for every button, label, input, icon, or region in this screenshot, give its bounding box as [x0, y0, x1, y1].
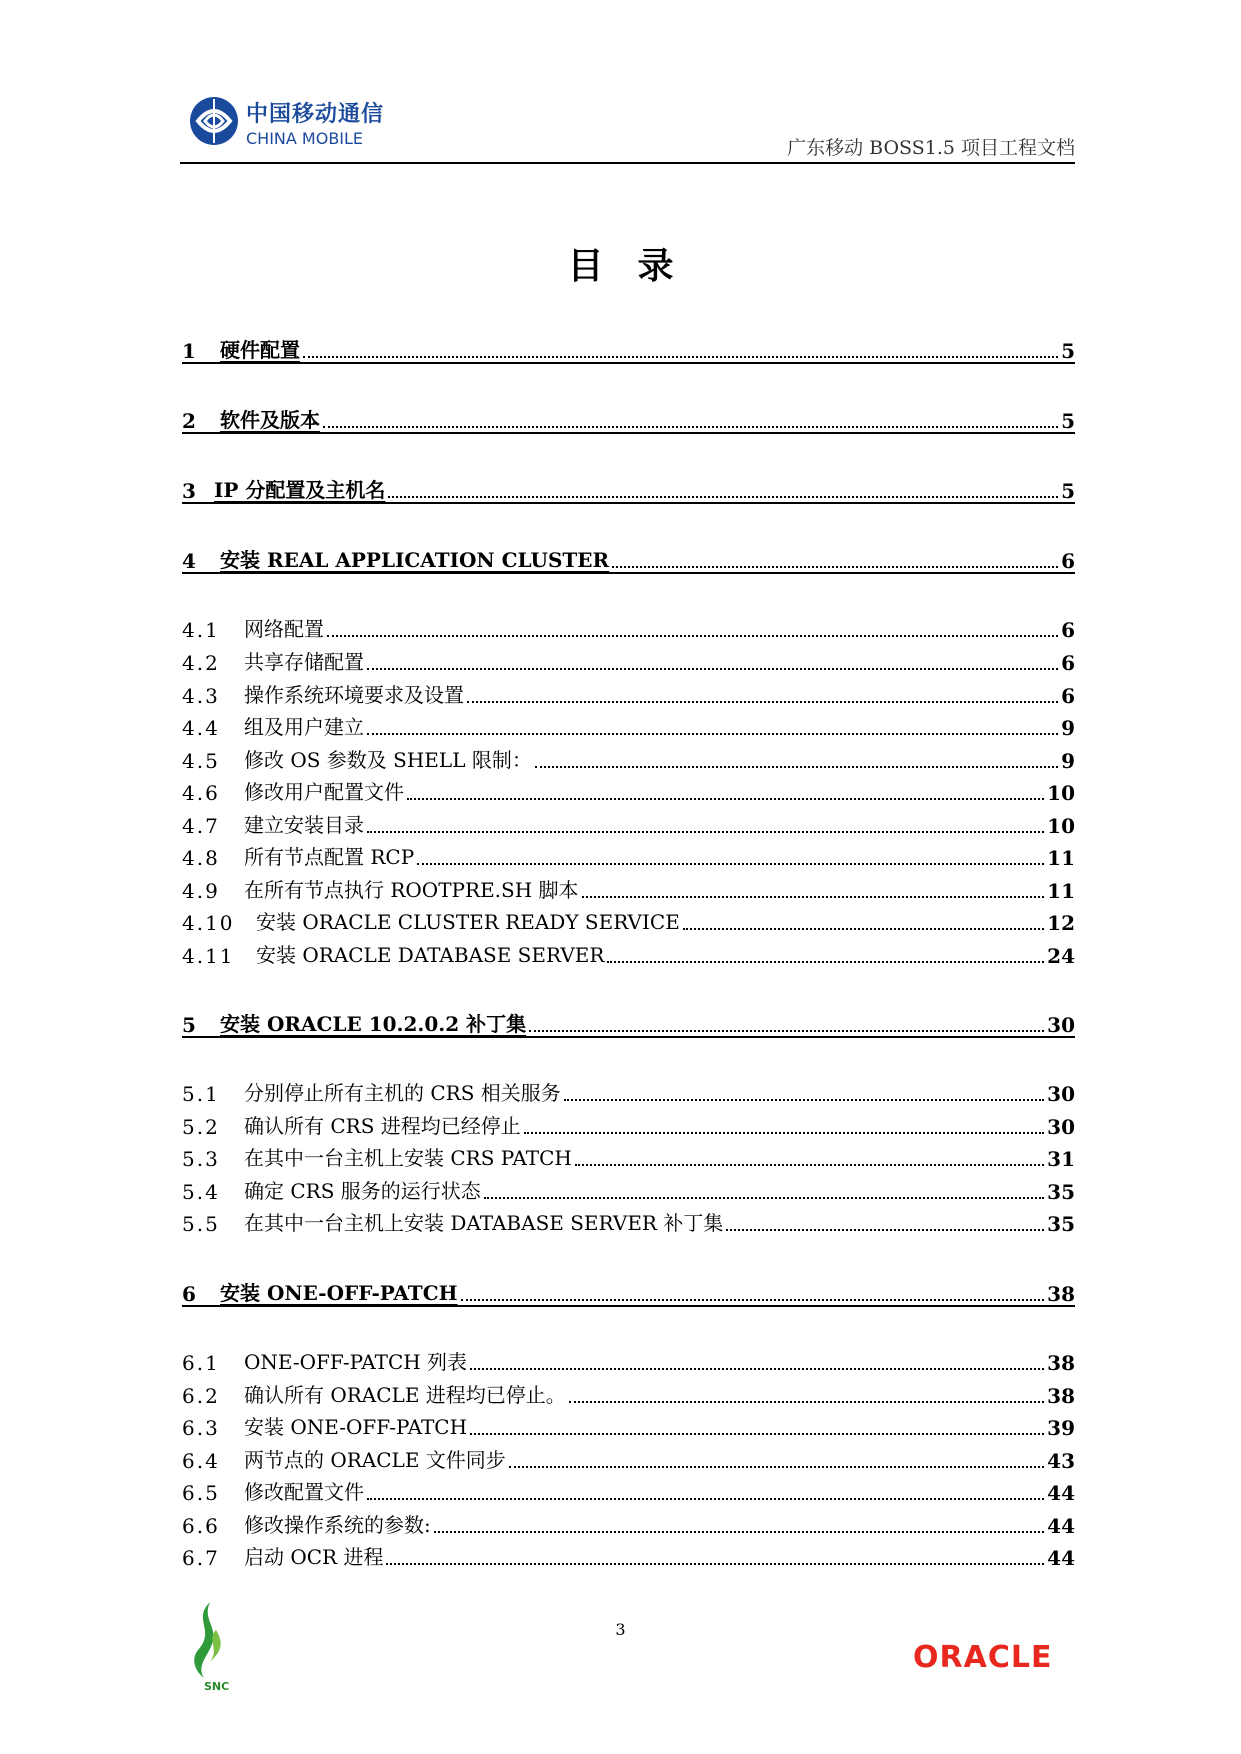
toc-entry-6-2[interactable]	[182, 1379, 1075, 1408]
leader-dots	[607, 961, 1044, 963]
toc-entry-number: 4	[182, 549, 196, 573]
toc-entry-page: 5	[1061, 409, 1075, 433]
toc-entry-page: 9	[1061, 749, 1075, 773]
toc-entry-4-1[interactable]	[182, 613, 1075, 642]
toc-entry-page: 12	[1047, 911, 1075, 935]
toc-entry-5-2[interactable]	[182, 1110, 1075, 1139]
toc-entry-page: 11	[1047, 879, 1075, 903]
toc-underline	[182, 1036, 1075, 1038]
toc-entry-number: 5.2	[182, 1115, 220, 1139]
toc-entry-page: 44	[1047, 1481, 1075, 1505]
leader-dots	[303, 356, 1058, 358]
toc-entry-number: 4.2	[182, 651, 220, 675]
logo-english-text: CHINA MOBILE	[246, 129, 364, 148]
toc-entry-number: 2	[182, 409, 196, 433]
toc-entry-label: 安装 ORACLE 10.2.0.2 补丁集	[220, 1012, 527, 1036]
leader-dots	[327, 635, 1058, 637]
toc-entry-number: 4.9	[182, 879, 220, 903]
leader-dots	[535, 766, 1058, 768]
toc-entry-label: 操作系统环境要求及设置	[244, 683, 464, 707]
toc-entry-number: 6	[182, 1282, 196, 1306]
toc-entry-4-5[interactable]	[182, 744, 1075, 773]
toc-entry-number: 4.11	[182, 944, 235, 968]
toc-entry-page: 10	[1047, 814, 1075, 838]
toc-entry-page: 44	[1047, 1546, 1075, 1570]
toc-entry-number: 4.3	[182, 684, 220, 708]
toc-entry-page: 38	[1047, 1351, 1075, 1375]
toc-entry-2[interactable]	[182, 404, 1075, 433]
toc-underline	[182, 1305, 1075, 1307]
leader-dots	[564, 1099, 1044, 1101]
leader-dots	[569, 1401, 1044, 1403]
toc-entry-page: 35	[1047, 1180, 1075, 1204]
leader-dots	[323, 426, 1058, 428]
toc-entry-label: IP 分配置及主机名	[214, 478, 386, 502]
toc-entry-4-4[interactable]	[182, 711, 1075, 740]
toc-entry-label: 建立安装目录	[244, 813, 364, 837]
toc-entry-page: 30	[1047, 1013, 1075, 1037]
toc-entry-page: 31	[1047, 1147, 1075, 1171]
leader-dots	[470, 1368, 1044, 1370]
toc-entry-page: 6	[1061, 684, 1075, 708]
toc-entry-number: 6.5	[182, 1481, 220, 1505]
toc-entry-6-4[interactable]	[182, 1444, 1075, 1473]
toc-entry-number: 6.4	[182, 1449, 220, 1473]
toc-entry-number: 5.1	[182, 1082, 220, 1106]
leader-dots	[407, 798, 1044, 800]
leader-dots	[529, 1030, 1044, 1032]
toc-entry-label: 修改用户配置文件	[244, 780, 404, 804]
toc-entry-label: 安装 ORACLE DATABASE SERVER	[256, 943, 605, 967]
leader-dots	[612, 566, 1058, 568]
leader-dots	[386, 1563, 1044, 1565]
toc-entry-number: 1	[182, 339, 196, 363]
toc-entry-number: 4.1	[182, 618, 220, 642]
toc-entry-3[interactable]	[182, 474, 1075, 503]
toc-entry-4-9[interactable]	[182, 874, 1075, 903]
toc-entry-page: 43	[1047, 1449, 1075, 1473]
toc-entry-page: 5	[1061, 339, 1075, 363]
toc-entry-page: 10	[1047, 781, 1075, 805]
toc-entry-label: 共享存储配置	[244, 650, 364, 674]
leader-dots	[470, 1433, 1044, 1435]
toc-entry-label: 软件及版本	[220, 408, 320, 432]
leader-dots	[367, 1498, 1044, 1500]
toc-entry-label: 修改 OS 参数及 SHELL 限制：	[244, 748, 532, 772]
toc-entry-number: 5.4	[182, 1180, 220, 1204]
leader-dots	[683, 928, 1044, 930]
toc-entry-page: 38	[1047, 1282, 1075, 1306]
toc-entry-6-6[interactable]	[182, 1509, 1075, 1538]
toc-entry-page: 39	[1047, 1416, 1075, 1440]
toc-entry-number: 4.7	[182, 814, 220, 838]
toc-entry-4-11[interactable]	[182, 939, 1075, 968]
toc-entry-6-5[interactable]	[182, 1476, 1075, 1505]
toc-entry-1[interactable]	[182, 334, 1075, 363]
toc-entry-6-1[interactable]	[182, 1346, 1075, 1375]
toc-entry-label: 安装 ORACLE CLUSTER READY SERVICE	[256, 910, 680, 934]
toc-entry-5[interactable]	[182, 1008, 1075, 1037]
toc-entry-6-7[interactable]	[182, 1541, 1075, 1570]
toc-entry-number: 4.4	[182, 716, 220, 740]
toc-entry-number: 5	[182, 1013, 196, 1037]
header-rule	[180, 162, 1075, 164]
leader-dots	[467, 701, 1058, 703]
document-title: 广东移动 BOSS1.5 项目工程文档	[787, 137, 1075, 159]
leader-dots	[509, 1466, 1044, 1468]
toc-entry-label: ONE-OFF-PATCH 列表	[244, 1350, 468, 1374]
toc-entry-number: 6.7	[182, 1546, 220, 1570]
leader-dots	[367, 668, 1058, 670]
toc-entry-number: 4.5	[182, 749, 220, 773]
toc-entry-number: 3	[182, 479, 196, 503]
toc-entry-label: 修改操作系统的参数:	[244, 1513, 431, 1537]
toc-entry-number: 6.2	[182, 1384, 220, 1408]
toc-entry-page: 6	[1061, 549, 1075, 573]
toc-entry-page: 30	[1047, 1082, 1075, 1106]
toc-entry-number: 6.3	[182, 1416, 220, 1440]
leader-dots	[484, 1197, 1044, 1199]
toc-entry-label: 确认所有 CRS 进程均已经停止	[244, 1114, 521, 1138]
toc-entry-label: 硬件配置	[220, 338, 300, 362]
toc-entry-label: 确定 CRS 服务的运行状态	[244, 1179, 481, 1203]
toc-entry-label: 在所有节点执行 ROOTPRE.SH 脚本	[244, 878, 579, 902]
leader-dots	[417, 863, 1044, 865]
oracle-logo: ORACLE	[913, 1640, 1053, 1675]
toc-entry-5-4[interactable]	[182, 1175, 1075, 1204]
toc-entry-number: 5.5	[182, 1212, 220, 1236]
toc-entry-label: 分别停止所有主机的 CRS 相关服务	[244, 1081, 561, 1105]
snc-logo	[182, 1600, 242, 1700]
leader-dots	[367, 831, 1044, 833]
leader-dots	[582, 896, 1045, 898]
toc-entry-6-3[interactable]	[182, 1411, 1075, 1440]
toc-entry-5-1[interactable]	[182, 1077, 1075, 1106]
toc-entry-label: 所有节点配置 RCP	[244, 845, 415, 869]
snc-logo-text: SNC	[204, 1680, 230, 1693]
toc-entry-number: 4.6	[182, 781, 220, 805]
toc-entry-label: 在其中一台主机上安装 DATABASE SERVER 补丁集	[244, 1211, 724, 1235]
toc-entry-label: 安装 REAL APPLICATION CLUSTER	[220, 548, 610, 572]
snc-leaf-icon	[182, 1600, 232, 1680]
toc-entry-page: 11	[1047, 846, 1075, 870]
leader-dots	[367, 733, 1058, 735]
toc-entry-label: 启动 OCR 进程	[244, 1545, 384, 1569]
toc-underline	[182, 572, 1075, 574]
toc-entry-4-3[interactable]	[182, 679, 1075, 708]
toc-underline	[182, 432, 1075, 434]
toc-entry-label: 两节点的 ORACLE 文件同步	[244, 1448, 506, 1472]
toc-entry-label: 在其中一台主机上安装 CRS PATCH	[244, 1146, 572, 1170]
toc-entry-page: 5	[1061, 479, 1075, 503]
toc-entry-label: 修改配置文件	[244, 1480, 364, 1504]
toc-entry-4[interactable]	[182, 544, 1075, 573]
leader-dots	[434, 1531, 1044, 1533]
toc-entry-page: 44	[1047, 1514, 1075, 1538]
leader-dots	[388, 496, 1058, 498]
leader-dots	[575, 1164, 1044, 1166]
toc-heading: 目录	[567, 245, 708, 287]
toc-entry-5-3[interactable]	[182, 1142, 1075, 1171]
toc-entry-label: 组及用户建立	[244, 715, 364, 739]
logo-chinese-text: 中国移动通信	[246, 102, 385, 127]
toc-entry-page: 30	[1047, 1115, 1075, 1139]
toc-entry-page: 9	[1061, 716, 1075, 740]
toc-entry-4-7[interactable]	[182, 809, 1075, 838]
toc-entry-label: 安装 ONE-OFF-PATCH	[244, 1415, 468, 1439]
toc-underline	[182, 362, 1075, 364]
toc-entry-label: 网络配置	[244, 617, 324, 641]
toc-entry-4-10[interactable]	[182, 906, 1075, 935]
toc-entry-number: 6.1	[182, 1351, 220, 1375]
toc-entry-label: 安装 ONE-OFF-PATCH	[220, 1281, 458, 1305]
toc-entry-page: 38	[1047, 1384, 1075, 1408]
leader-dots	[524, 1132, 1044, 1134]
toc-entry-page: 6	[1061, 651, 1075, 675]
toc-entry-4-8[interactable]	[182, 841, 1075, 870]
toc-entry-number: 6.6	[182, 1514, 220, 1538]
toc-entry-page: 24	[1047, 944, 1075, 968]
toc-entry-page: 6	[1061, 618, 1075, 642]
toc-entry-number: 5.3	[182, 1147, 220, 1171]
toc-underline	[182, 502, 1075, 504]
toc-entry-page: 35	[1047, 1212, 1075, 1236]
toc-entry-number: 4.8	[182, 846, 220, 870]
toc-entry-6[interactable]	[182, 1277, 1075, 1306]
leader-dots	[726, 1229, 1044, 1231]
toc-entry-4-6[interactable]	[182, 776, 1075, 805]
page-number: 3	[615, 1620, 626, 1639]
toc-entry-5-5[interactable]	[182, 1207, 1075, 1236]
china-mobile-logo	[188, 93, 388, 163]
toc-entry-label: 确认所有 ORACLE 进程均已停止。	[244, 1383, 566, 1407]
toc-entry-number: 4.10	[182, 911, 235, 935]
leader-dots	[461, 1299, 1045, 1301]
toc-entry-4-2[interactable]	[182, 646, 1075, 675]
china-mobile-emblem-icon	[188, 93, 240, 149]
